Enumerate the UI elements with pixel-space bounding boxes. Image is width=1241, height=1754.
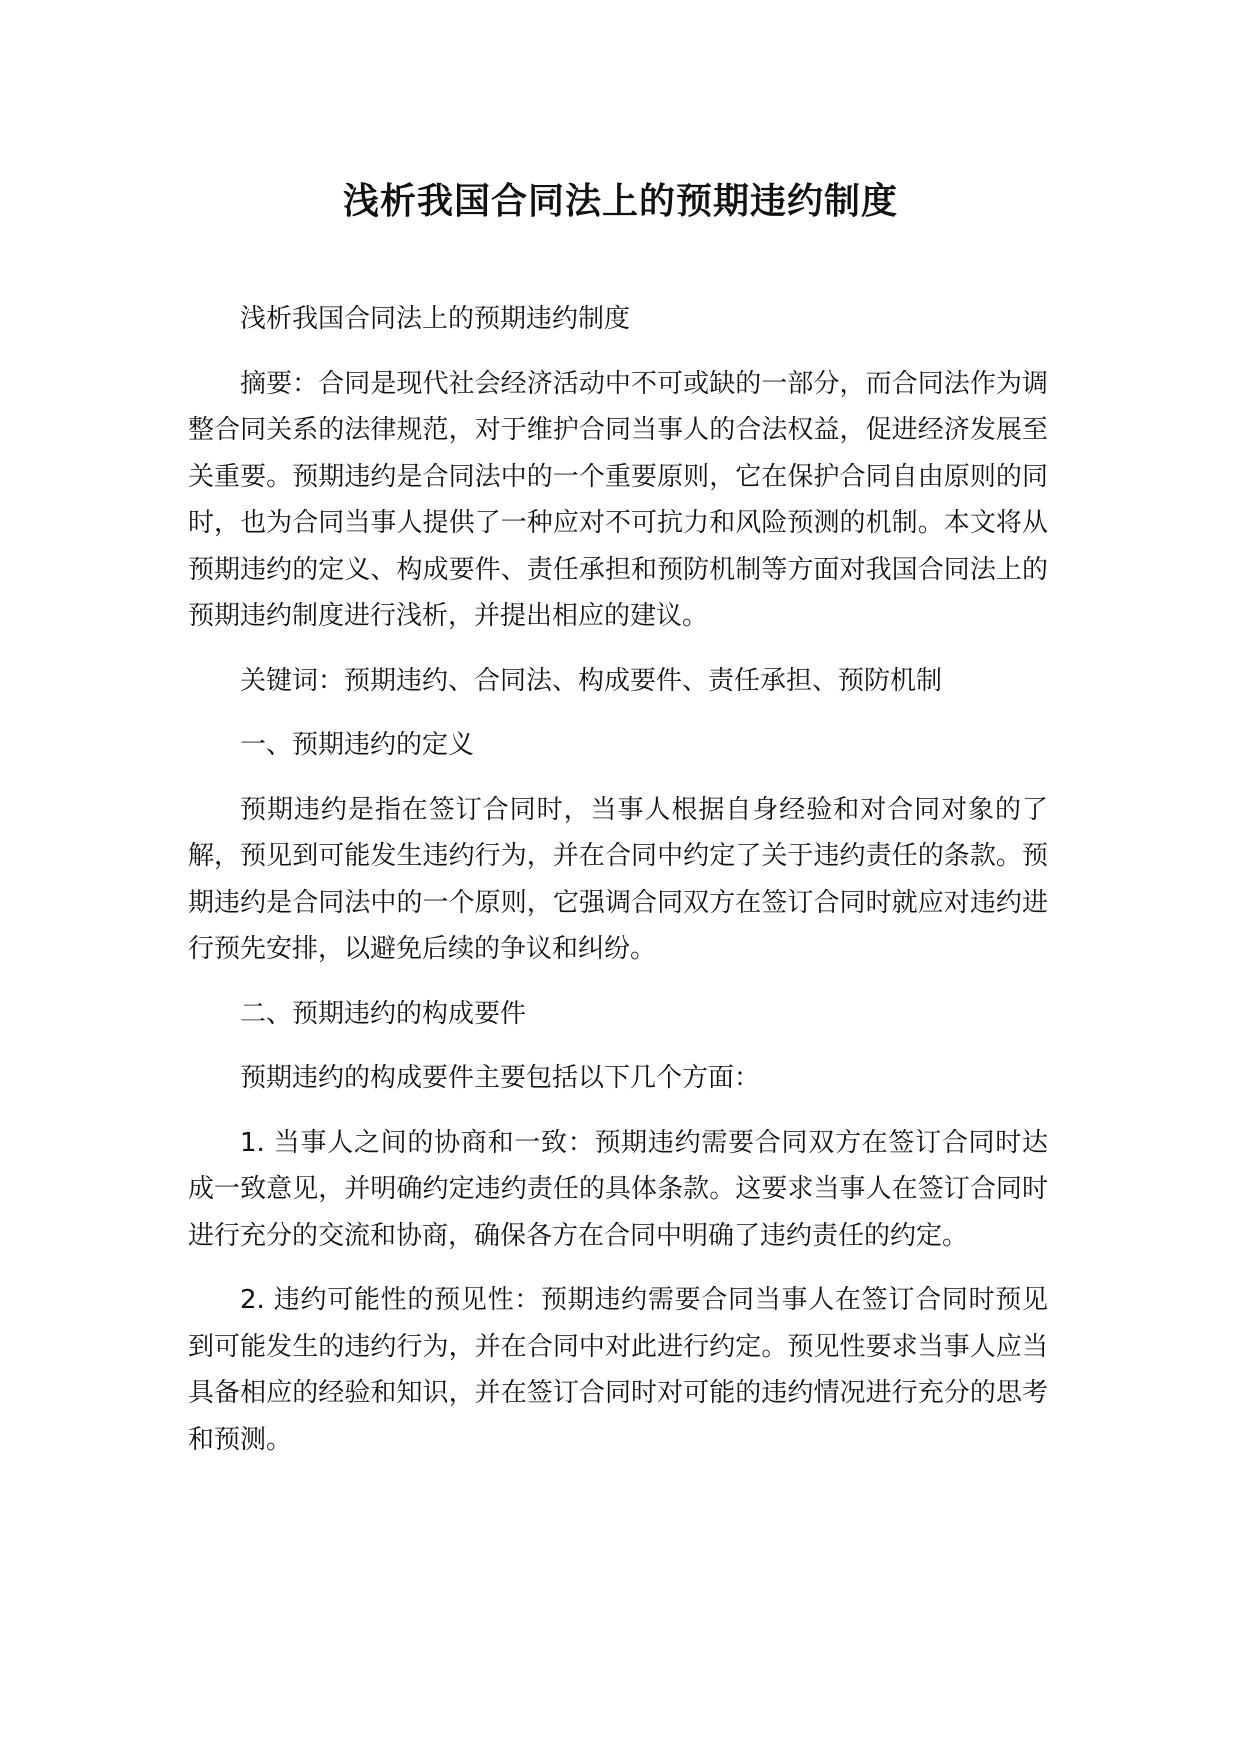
abstract-paragraph: 摘要：合同是现代社会经济活动中不可或缺的一部分，而合同法作为调整合同关系的法律规范，对于维护合同当事人的合法权益，促进经济发展至关重要。预期违约是合同法中的一个重要原则，它在保护合同自由原则的同时，也为合同当事人提供了一种应对不可抗力和风险预测的机制。本文将从预期违约的定义、构成要件、责任承担和预防机制等方面对我国合同法上的预期违约制度进行浅析，并提出相应的建议。 [188,368,1048,631]
definition-paragraph: 预期违约是指在签订合同时，当事人根据自身经验和对合同对象的了解，预见到可能发生违约行为，并在合同中约定了关于违约责任的条款。预期违约是合同法中的一个原则，它强调合同双方在签订合同时就应对违约进行预先安排，以避免后续的争议和纠纷。 [188,794,1048,964]
subtitle-paragraph: 浅析我国合同法上的预期违约制度 [240,304,631,334]
section-heading-definition: 一、预期违约的定义 [240,730,475,760]
element-item-2: 2. 违约可能性的预见性：预期违约需要合同当事人在签订合同时预见到可能发生的违约行为，并在合同中对此进行约定。预见性要求当事人应当具备相应的经验和知识，并在签订合同时对可能的违约情况进行充分的思考和预测。 [188,1285,1048,1455]
document-title: 浅析我国合同法上的预期违约制度 [342,181,898,222]
element-item-1: 1. 当事人之间的协商和一致：预期违约需要合同双方在签订合同时达成一致意见，并明确约定违约责任的具体条款。这要求当事人在签订合同时进行充分的交流和协商，确保各方在合同中明确了违约责任的约定。 [188,1127,1048,1251]
section-heading-elements: 二、预期违约的构成要件 [240,998,527,1029]
keywords-paragraph: 关键词：预期违约、合同法、构成要件、责任承担、预防机制 [240,665,943,696]
document-body [188,296,1048,1481]
elements-intro-paragraph: 预期违约的构成要件主要包括以下几个方面： [240,1063,761,1093]
